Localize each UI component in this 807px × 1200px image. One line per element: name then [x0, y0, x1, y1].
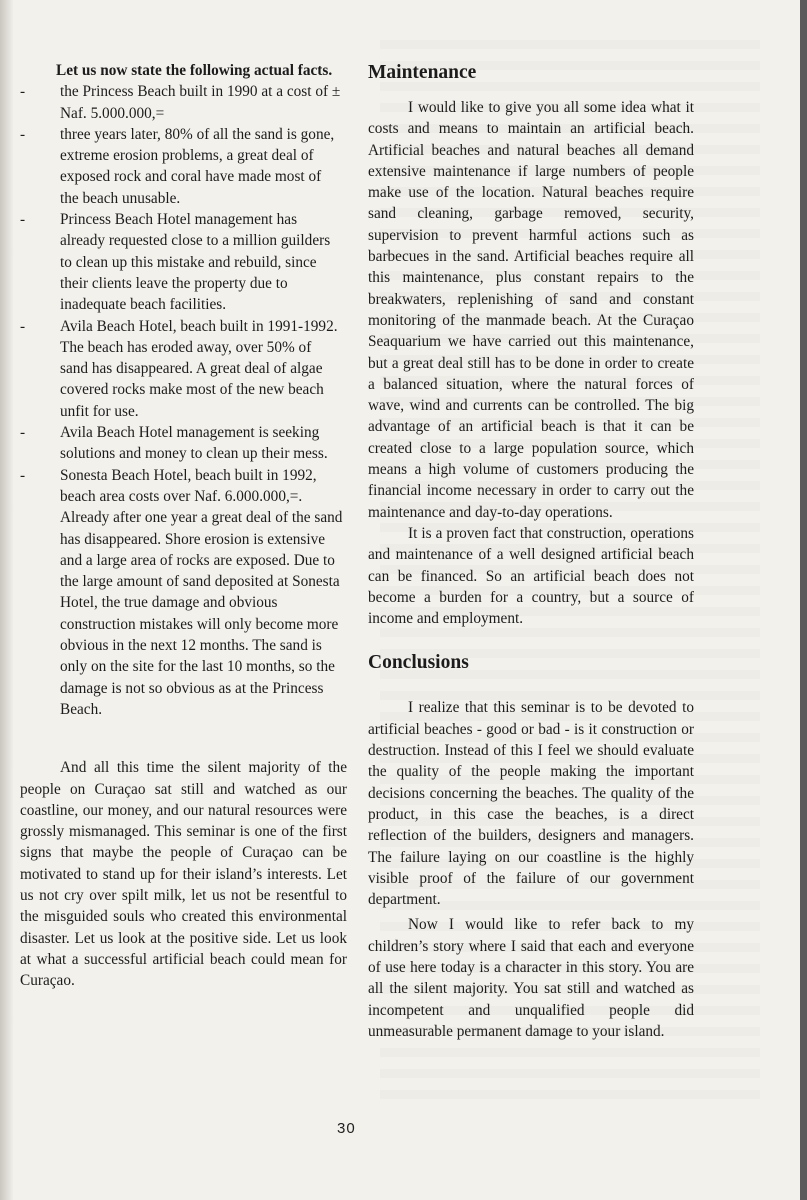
closing-paragraph: And all this time the silent majority of the people on Curaçao sat still and watched as our coastline, our money, and our natural resources were grossly mismanaged. This seminar is one of the first signs that maybe the people of Curaçao can be motivated to stand up for their island’s interests. Let us not cry over spilt milk, let us not be resentful to the misguided souls who created this environmental disaster. Let us look at the positive side. Let us look at what a successful artificial beach could mean for Curaçao. [20, 759, 347, 990]
fact-item: - three years later, 80% of all the sand is gone, extreme erosion problems, a great deal of exposed rock and coral have made most of the beach unusable. [20, 125, 335, 207]
fact-text: the Princess Beach built in 1990 at a cost of ± Naf. 5.000.000,= [60, 83, 341, 122]
conclusions-title: Conclusions [368, 652, 469, 674]
fact-item: - the Princess Beach built in 1990 at a cost of ± Naf. 5.000.000,= [20, 83, 341, 122]
right-column [368, 60, 694, 1042]
fact-text: Avila Beach Hotel, beach built in 1991-1992. The beach has eroded away, over 50% of sand has disappeared. A great deal of algae covered rocks make most of the new beach unfit for use. [60, 317, 338, 420]
conclusions-paragraph: Now I would like to refer back to my children’s story where I said that each and everyone of use here today is a character in this story. You are all the silent majority. You sat still and watched as incompetent and unqualified people did unmeasurable permanent damage to your island. [368, 916, 694, 1040]
left-column [20, 60, 347, 991]
fact-item: - Avila Beach Hotel management is seeking solutions and money to clean up their mess. [20, 424, 328, 463]
page-edge [800, 0, 807, 1200]
fact-text: three years later, 80% of all the sand is gone, extreme erosion problems, a great deal of exposed rock and coral have made most of the beach unusable. [60, 125, 335, 207]
fact-text: Princess Beach Hotel management has already requested close to a million guilders to clean up this mistake and rebuild, since their clients leave the property due to inadequate beach facilities. [60, 211, 331, 314]
fact-item: - Princess Beach Hotel management has already requested close to a million guilders to clean up this mistake and rebuild, since their clients leave the property due to inadequate beach facilities. [20, 211, 331, 314]
maintenance-title: Maintenance [368, 62, 477, 83]
fact-text: Avila Beach Hotel management is seeking solutions and money to clean up their mess. [60, 424, 328, 463]
facts-list [20, 81, 347, 720]
page-number: 30 [337, 1120, 356, 1137]
fact-text: Sonesta Beach Hotel, beach built in 1992, beach area costs over Naf. 6.000.000,=. Already after one year a great deal of the sand has disappeared. Shore erosion is extensive and a large area of rocks are exposed. Due to the large amount of sand deposited at Sonesta Hotel, the true damage and obvious construction mistakes will only become more obvious in the next 12 months. The sand is only on the site for the last 10 months, so the damage is not so obvious as at the Princess Beach. [60, 466, 343, 718]
maintenance-paragraph: It is a proven fact that construction, operations and maintenance of a well designed artificial beach can be financed. So an artificial beach does not become a burden for a country, but a source of income and employment. [368, 524, 694, 628]
fact-item: - Avila Beach Hotel, beach built in 1991-1992. The beach has eroded away, over 50% of sand has disappeared. A great deal of algae covered rocks make most of the new beach unfit for use. [20, 317, 338, 420]
binding-shadow [0, 0, 14, 1200]
facts-heading: Let us now state the following actual facts. [56, 62, 333, 79]
conclusions-paragraph: I realize that this seminar is to be devoted to artificial beaches - good or bad - is it construction or destruction. Instead of this I feel we should evaluate the quality of the people making the important decisions concerning the beaches. The quality of the product, in this case the beaches, is a direct reflection of the builders, designers and managers. The failure laying on our coastline is the highly visible proof of the failure of our government department. [368, 699, 694, 909]
fact-item: - Sonesta Beach Hotel, beach built in 1992, beach area costs over Naf. 6.000.000,=. Already after one year a great deal of the sand has disappeared. Shore erosion is extensive and a large area of rocks are exposed. Due to the large amount of sand deposited at Sonesta Hotel, the true damage and obvious construction mistakes will only become more obvious in the next 12 months. The sand is only on the site for the last 10 months, so the damage is not so obvious as at the Princess Beach. [20, 466, 343, 718]
maintenance-paragraph: I would like to give you all some idea what it costs and means to maintain an artificial beach. Artificial beaches and natural beaches all demand extensive maintenance if large numbers of people make use of the location. Natural beaches require sand cleaning, garbage removed, security, supervision to prevent harmful actions such as barbecues in the sand. Artificial beaches require all this maintenance, plus constant repairs to the breakwaters, replenishing of sand and constant monitoring of the manmade beach. At the Curaçao Seaquarium we have carried out this maintenance, but a great deal still has to be done in order to create a balanced situation, where the natural forces of wave, wind and currents can be controlled. The big advantage of an artificial beach is that it can be created close to a large population source, which means a high volume of customers producing the financial income necessary in order to carry out the maintenance and day-to-day operations. [368, 99, 694, 521]
